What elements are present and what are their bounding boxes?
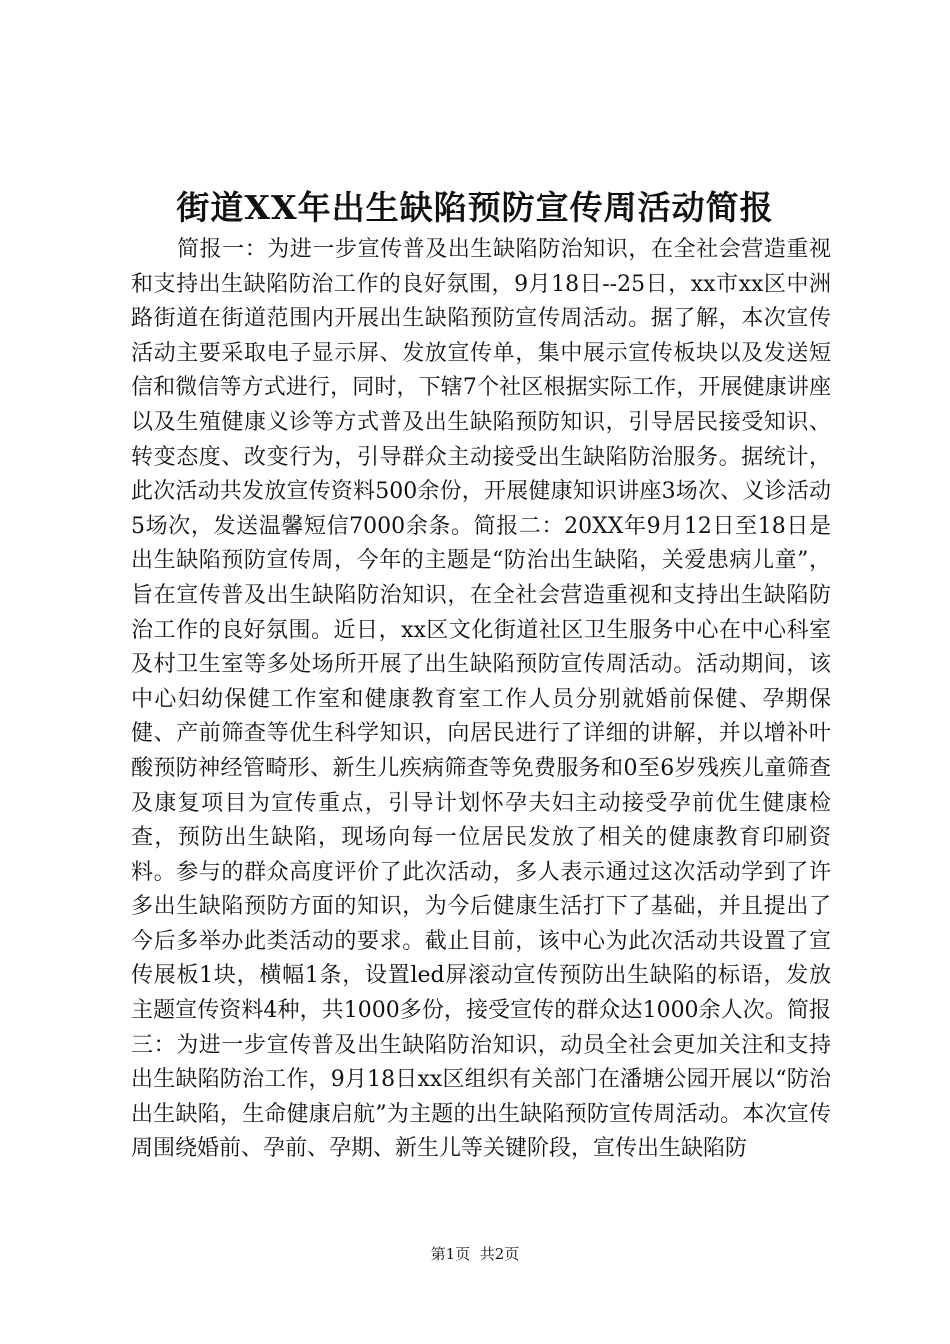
page-footer [0, 1244, 950, 1264]
document-title: 街道XX年出生缺陷预防宣传周活动简报 [176, 188, 774, 227]
page-number: 第1页 [430, 1245, 471, 1263]
page-total: 共2页 [479, 1245, 520, 1263]
document-body: 简报一：为进一步宣传普及出生缺陷防治知识，在全社会营造重视和支持出生缺陷防治工作的良好氛围，9月18日--25日，xx市xx区中洲路街道在街道范围内开展出生缺陷预防宣传周活动。据了解，本次宣传活动主要采取电子显示屏、发放宣传单，集中展示宣传板块以及发送短信和微信等方式进行，同时，下辖7个社区根据实际工作，开展健康讲座以及生殖健康义诊等方式普及出生缺陷预防知识，引导居民接受知识、转变态度、改变行为，引导群众主动接受出生缺陷防治服务。据统计，此次活动共发放宣传资料500余份，开展健康知识讲座3场次、义诊活动5场次，发送温馨短信7000余条。简报二：20XX年9月12日至18日是出生缺陷预防宣传周，今年的主题是“防治出生缺陷，关爱患病儿童”，旨在宣传普及出生缺陷防治知识，在全社会营造重视和支持出生缺陷防治工作的良好氛围。近日，xx区文化街道社区卫生服务中心在中心科室及村卫生室等多处场所开展了出生缺陷预防宣传周活动。活动期间，该中心妇幼保健工作室和健康教育室工作人员分别就婚前保健、孕期保健、产前筛查等优生科学知识，向居民进行了详细的讲解，并以增补叶酸预防神经管畸形、新生儿疾病筛查等免费服务和0至6岁残疾儿童筛查及康复项目为宣传重点，引导计划怀孕夫妇主动接受孕前优生健康检查，预防出生缺陷，现场向每一位居民发放了相关的健康教育印刷资料。参与的群众高度评价了此次活动，多人表示通过这次活动学到了许多出生缺陷预防方面的知识，为今后健康生活打下了基础，并且提出了今后多举办此类活动的要求。截止目前，该中心为此次活动共设置了宣传展板1块，横幅1条，设置led屏滚动宣传预防出生缺陷的标语，发放主题宣传资料4种，共1000多份，接受宣传的群众达1000余人次。简报三：为进一步宣传普及出生缺陷防治知识，动员全社会更加关注和支持出生缺陷防治工作，9月18日xx区组织有关部门在潘塘公园开展以“防治出生缺陷，生命健康启航”为主题的出生缺陷预防宣传周活动。本次宣传周围绕婚前、孕前、孕期、新生儿等关键阶段，宣传出生缺陷防 [131, 237, 831, 1162]
